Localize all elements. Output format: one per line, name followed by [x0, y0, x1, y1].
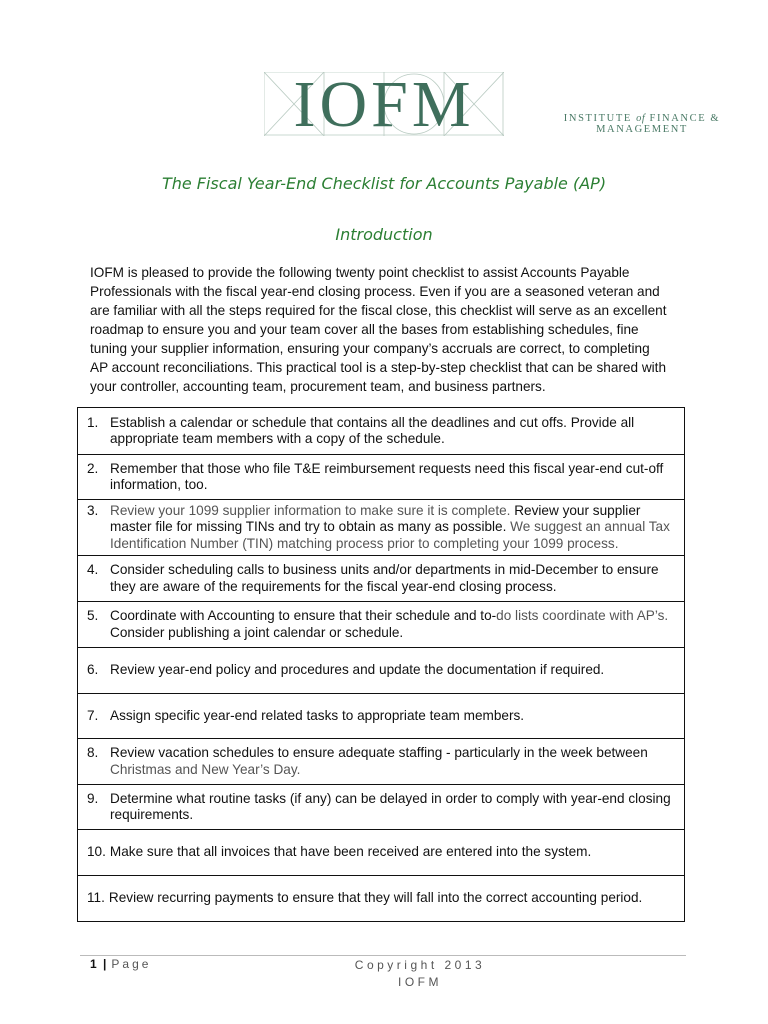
checklist-row [78, 455, 685, 500]
item-number: 1. [87, 414, 99, 430]
item-number: 5. [87, 608, 99, 623]
item-number: 7. [87, 707, 99, 723]
item-text: Coordinate with Accounting to ensure that their schedule and to-do lists coordinate with AP’s. Consider publishing a joint calendar or schedule. [110, 608, 669, 640]
item-text: Review recurring payments to ensure that they will fall into the correct accounting period. [108, 890, 643, 906]
checklist-row [78, 408, 685, 455]
logo-caption-of: of [636, 113, 646, 124]
item-text: Review your 1099 supplier information to make sure it is complete. Review your supplier master file for missing TINs and try to obtain as many as possible. We suggest an annual Tax Identification Number (TIN) matching process prior to completing your 1099 process. [110, 502, 670, 551]
checklist-row [78, 648, 685, 694]
item-text: Review vacation schedules to ensure adequate staffing - particularly in the week between Christmas and New Year’s Day. [110, 745, 648, 777]
item-text: Consider scheduling calls to business units and/or departments in mid-December to ensure they are aware of the requirements for the fiscal year-end closing process. [110, 562, 659, 594]
introduction-heading: Introduction [335, 225, 433, 244]
logo-caption [516, 113, 768, 135]
checklist-row [78, 785, 685, 830]
logo-mark [264, 68, 504, 141]
checklist-row [78, 602, 685, 648]
item-text: Remember that those who file T&E reimbursement requests need this fiscal year-end cut-off information, too. [110, 460, 664, 492]
item-number: 2. [87, 460, 99, 476]
checklist-table [77, 407, 685, 922]
item-text: Establish a calendar or schedule that contains all the deadlines and cut offs. Provide all appropriate team members with a copy of the schedule. [110, 414, 635, 446]
item-number: 11. [87, 890, 105, 906]
footer-page-label [90, 957, 151, 971]
page-number: 1 [90, 957, 97, 971]
item-number: 8. [87, 745, 99, 760]
item-number: 10. [87, 844, 106, 860]
item-number: 4. [87, 562, 99, 577]
page-word: Page [111, 957, 152, 971]
item-number: 6. [87, 662, 99, 678]
item-text: Assign specific year-end related tasks to appropriate team members. [110, 707, 525, 723]
logo-letters: IOFM [293, 68, 475, 141]
checklist-row [78, 556, 685, 602]
logo-caption-left: INSTITUTE [563, 113, 632, 124]
checklist-row [78, 739, 685, 785]
copyright-org: IOFM [398, 975, 442, 989]
footer-copyright [330, 957, 510, 991]
checklist-row [78, 876, 685, 922]
item-number: 3. [87, 502, 99, 518]
page-separator: | [103, 957, 107, 971]
logo-caption-right: FINANCE & MANAGEMENT [596, 113, 721, 135]
document-title: The Fiscal Year-End Checklist for Accounts Payable (AP) [161, 174, 607, 193]
copyright-line: Copyright 2013 [354, 958, 486, 972]
item-text: Make sure that all invoices that have been received are entered into the system. [109, 844, 592, 860]
item-text: Review year-end policy and procedures and update the documentation if required. [110, 662, 605, 678]
footer-divider [80, 955, 686, 956]
checklist-row [78, 500, 685, 556]
checklist-row [78, 694, 685, 739]
item-number: 9. [87, 790, 99, 806]
introduction-paragraph: IOFM is pleased to provide the following twenty point checklist to assist Accounts Payable Professionals with the fiscal year-end closing process. Even if you are a seasoned veteran and are familiar with all the steps required for the fiscal close, this checklist will serve as an excellent roadmap to ensure you and your team cover all the bases from establishing schedules, fine tuning your supplier information, ensuring your company’s accruals are correct, to completing AP account reconciliations. This practical tool is a step-by-step checklist that can be shared with your controller, accounting team, procurement team, and business partners. [90, 265, 667, 394]
item-text: Determine what routine tasks (if any) can be delayed in order to comply with year-end closing requirements. [110, 790, 671, 822]
checklist-row [78, 830, 685, 876]
